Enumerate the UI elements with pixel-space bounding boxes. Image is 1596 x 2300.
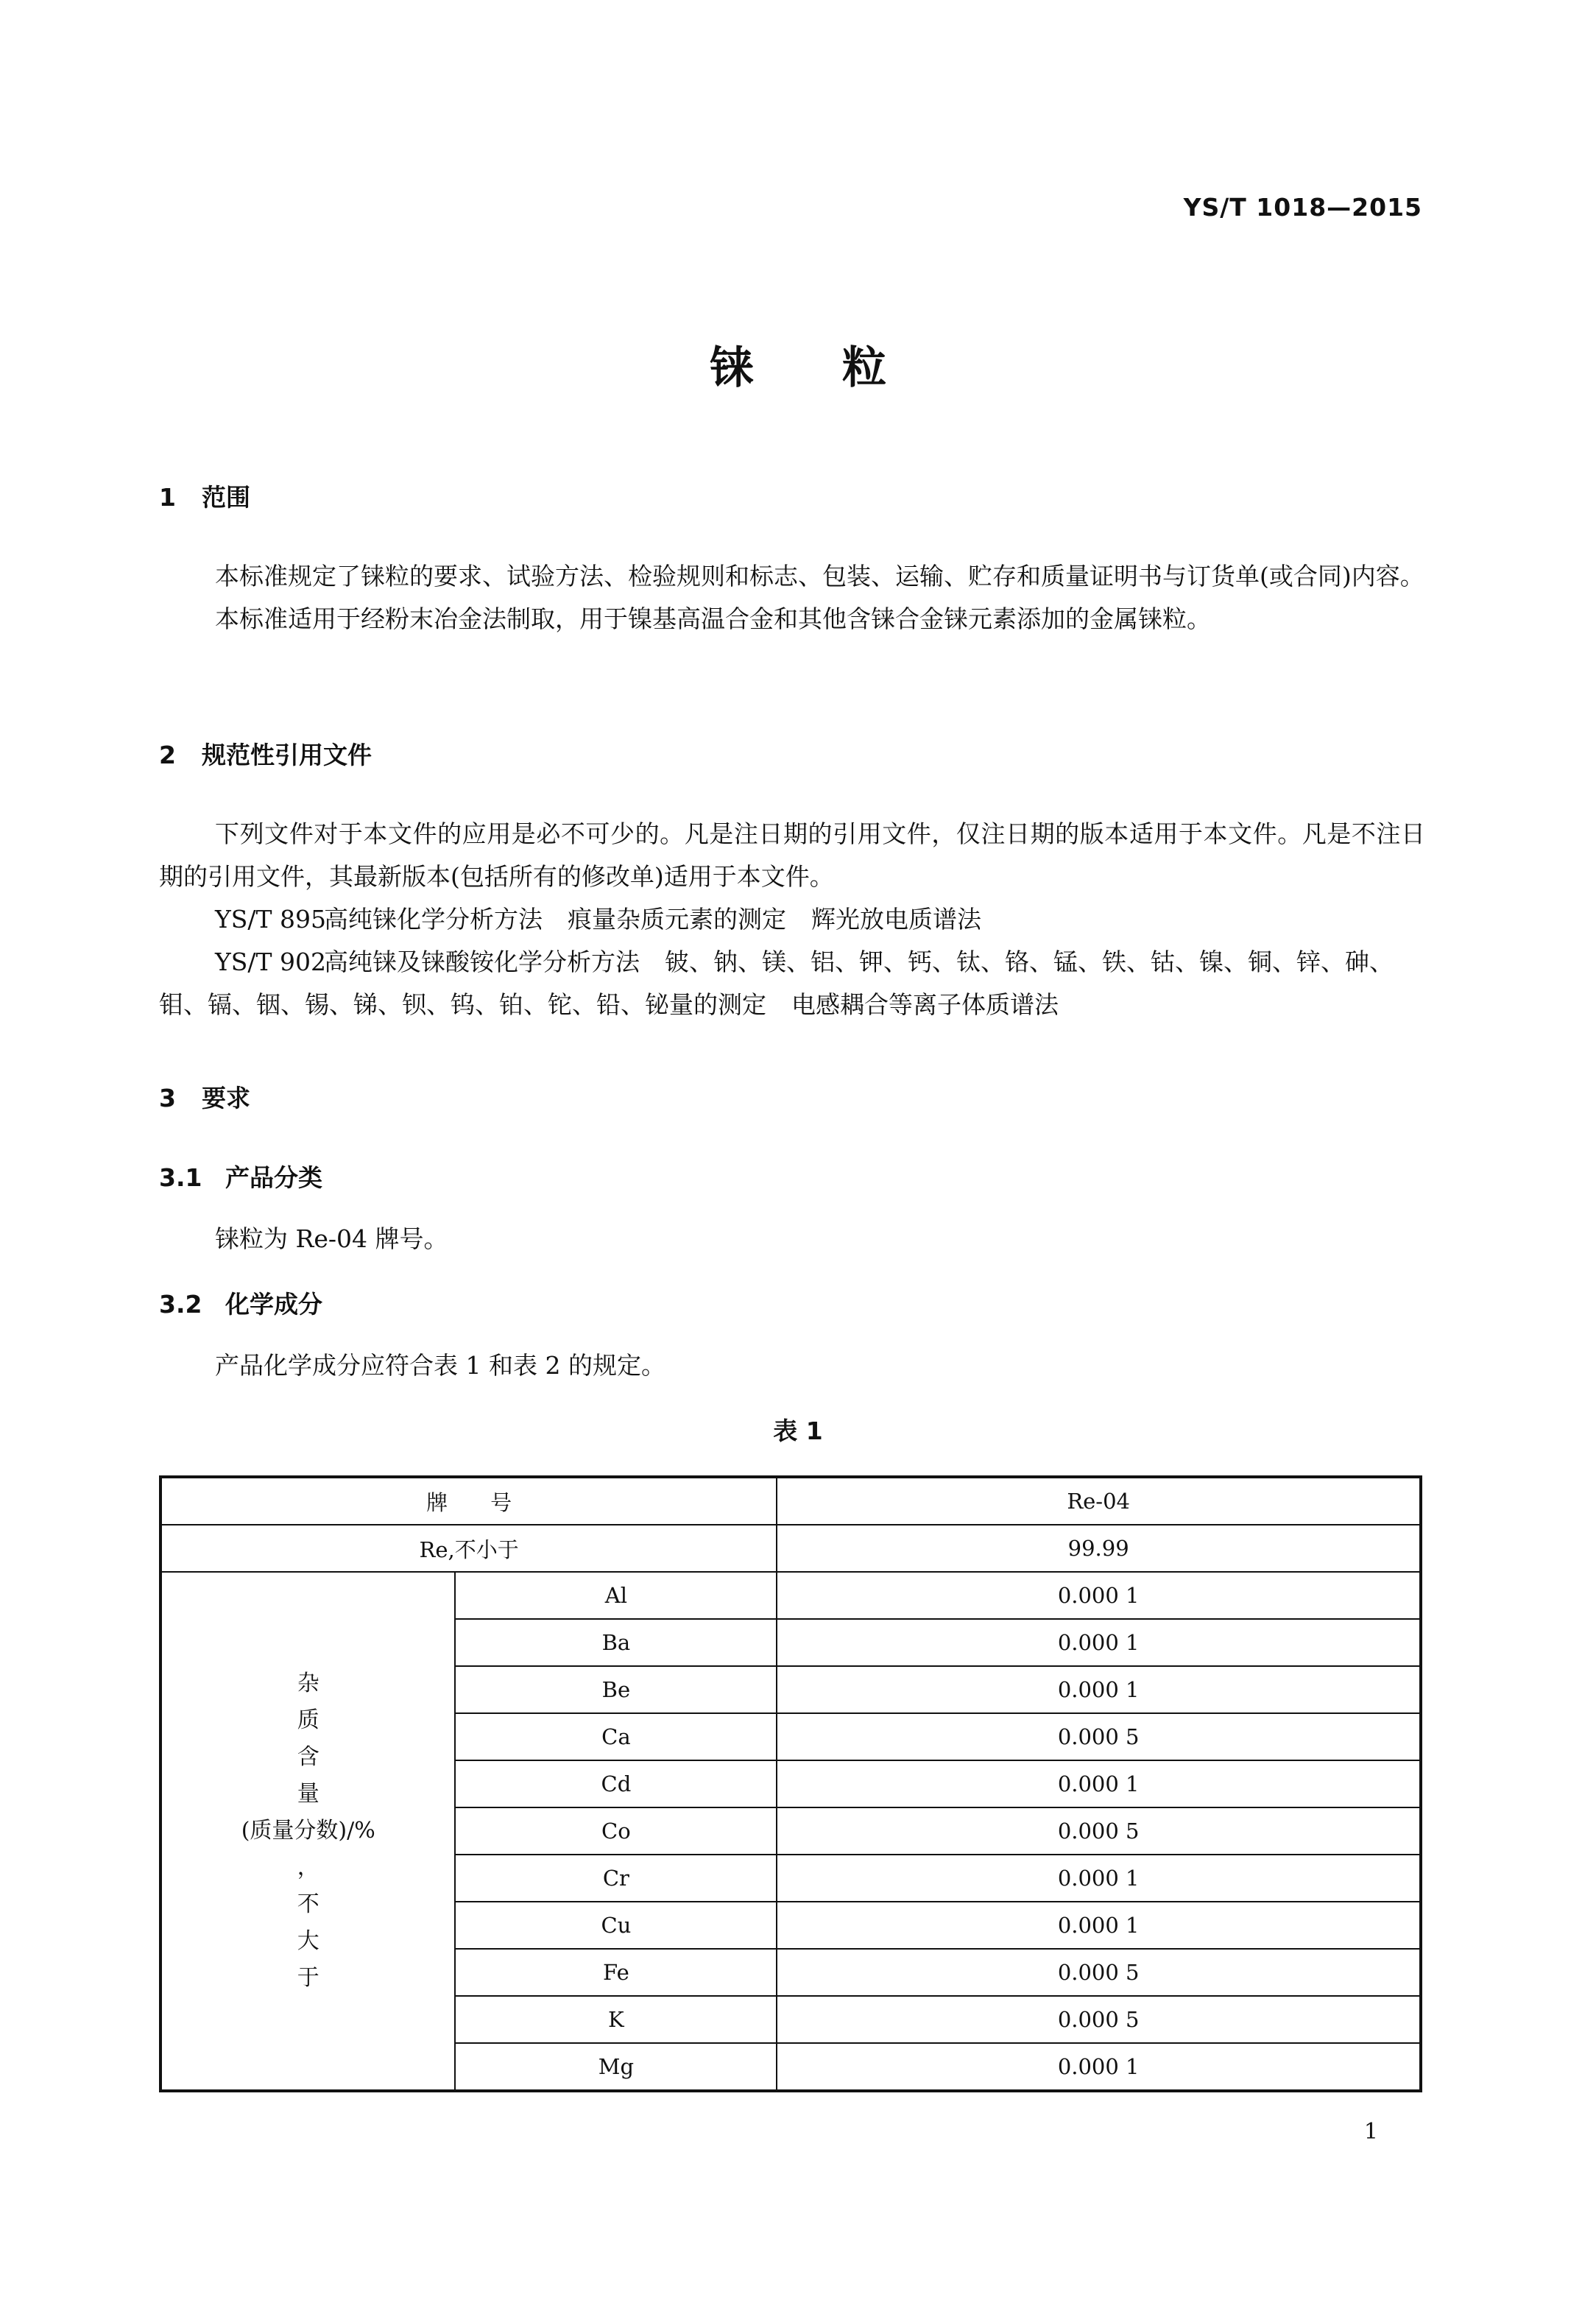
impurity-label-line: (质量分数)/% xyxy=(241,1818,375,1844)
impurity-label-line: 大 xyxy=(297,1928,319,1954)
element-cell: Be xyxy=(455,1666,777,1713)
chemical-composition-table xyxy=(159,1475,1422,2092)
section-3-2-heading xyxy=(159,1285,322,1320)
section-3-heading xyxy=(159,1079,250,1114)
section-number: 2 xyxy=(159,741,176,769)
element-cell: Ba xyxy=(455,1619,777,1666)
section-3-2-body xyxy=(159,1344,1425,1387)
value-cell: 0.000 1 xyxy=(777,1619,1421,1666)
reference-title: 高纯铼化学分析方法 xyxy=(324,905,543,934)
value-cell: 0.000 1 xyxy=(777,2043,1421,2091)
section-number: 3.2 xyxy=(159,1290,202,1319)
impurity-label-line: 质 xyxy=(297,1707,319,1733)
section-3-1-heading xyxy=(159,1159,322,1193)
value-cell: 0.000 5 xyxy=(777,1949,1421,1996)
section-number: 1 xyxy=(159,483,176,512)
value-cell: 0.000 1 xyxy=(777,1855,1421,1902)
section-2-body xyxy=(159,813,1425,898)
impurity-label-line: 不 xyxy=(297,1891,319,1917)
re-label-cell: Re,不小于 xyxy=(160,1525,777,1572)
element-cell: Cu xyxy=(455,1902,777,1949)
reference-title-part: 痕量杂质元素的测定 xyxy=(568,905,786,934)
re-value-cell: 99.99 xyxy=(777,1525,1421,1572)
table-row xyxy=(160,1572,1421,1619)
reference-elements: 铍、钠、镁、铝、钾、钙、钛、铬、锰、铁、钴、镍、铜、锌、砷、 xyxy=(665,948,1394,976)
value-cell: 0.000 1 xyxy=(777,1902,1421,1949)
value-cell: 0.000 1 xyxy=(777,1760,1421,1807)
section-3-1-body xyxy=(159,1218,1425,1260)
table-caption: 表 1 xyxy=(773,1417,823,1445)
reference-code: YS/T 895 xyxy=(215,905,326,934)
section-1-heading xyxy=(159,479,250,513)
reference-list xyxy=(159,898,1425,1026)
element-cell: K xyxy=(455,1996,777,2043)
grade-value-cell: Re-04 xyxy=(777,1477,1421,1525)
section-title: 规范性引用文件 xyxy=(202,741,372,769)
section-title: 化学成分 xyxy=(225,1290,322,1319)
paragraph: 下列文件对于本文件的应用是必不可少的。凡是注日期的引用文件，仅注日期的版本适用于本文件。凡是不注日期的引用文件，其最新版本(包括所有的修改单)适用于本文件。 xyxy=(159,819,1425,891)
value-cell: 0.000 5 xyxy=(777,1807,1421,1855)
title-char: 粒 xyxy=(842,342,886,394)
element-cell: Fe xyxy=(455,1949,777,1996)
standard-code: YS/T 1018—2015 xyxy=(1183,193,1422,222)
value-cell: 0.000 1 xyxy=(777,1572,1421,1619)
reference-title-part: 辉光放电质谱法 xyxy=(811,905,981,934)
table-row xyxy=(160,1525,1421,1572)
paragraph: 产品化学成分应符合表 1 和表 2 的规定。 xyxy=(215,1351,665,1380)
title-char: 铼 xyxy=(710,342,754,394)
element-cell: Co xyxy=(455,1807,777,1855)
value-cell: 0.000 5 xyxy=(777,1713,1421,1760)
value-cell: 0.000 5 xyxy=(777,1996,1421,2043)
reference-title: 高纯铼及铼酸铵化学分析方法 xyxy=(324,948,640,976)
element-cell: Ca xyxy=(455,1713,777,1760)
value-cell: 0.000 1 xyxy=(777,1666,1421,1713)
table-row xyxy=(160,1477,1421,1525)
section-number: 3 xyxy=(159,1084,176,1112)
reference-method: 电感耦合等离子体质谱法 xyxy=(791,990,1059,1019)
section-2-heading xyxy=(159,736,372,771)
paragraph: 铼粒为 Re-04 牌号。 xyxy=(215,1224,448,1253)
impurity-label-line: 含 xyxy=(297,1744,319,1770)
reference-item xyxy=(159,898,1425,941)
section-title: 范围 xyxy=(202,483,250,512)
section-title: 要求 xyxy=(202,1084,250,1112)
impurity-label-line: 于 xyxy=(297,1965,319,1991)
impurity-label-line: 杂 xyxy=(297,1671,319,1696)
section-title: 产品分类 xyxy=(225,1163,322,1192)
reference-item-continued xyxy=(159,984,1425,1026)
grade-label-cell: 牌 号 xyxy=(160,1477,777,1525)
paragraph: 本标准适用于经粉末冶金法制取，用于镍基高温合金和其他含铼合金铼元素添加的金属铼粒。 xyxy=(215,604,1211,633)
section-number: 3.1 xyxy=(159,1163,202,1192)
impurity-label-cell xyxy=(160,1572,455,2091)
element-cell: Cr xyxy=(455,1855,777,1902)
element-cell: Al xyxy=(455,1572,777,1619)
paragraph: 本标准规定了铼粒的要求、试验方法、检验规则和标志、包装、运输、贮存和质量证明书与订货单(或合同)内容。 xyxy=(215,562,1424,590)
reference-code: YS/T 902 xyxy=(215,948,326,976)
element-cell: Mg xyxy=(455,2043,777,2091)
document-title xyxy=(0,333,1596,396)
impurity-label-line: 量 xyxy=(297,1781,319,1807)
reference-elements: 钼、镉、铟、锡、锑、钡、钨、铂、铊、铅、铋量的测定 xyxy=(159,990,766,1019)
section-1-body xyxy=(159,555,1425,641)
element-cell: Cd xyxy=(455,1760,777,1807)
impurity-label-line: ， xyxy=(297,1855,319,1880)
reference-item xyxy=(159,941,1425,984)
page-number: 1 xyxy=(1363,2119,1378,2145)
